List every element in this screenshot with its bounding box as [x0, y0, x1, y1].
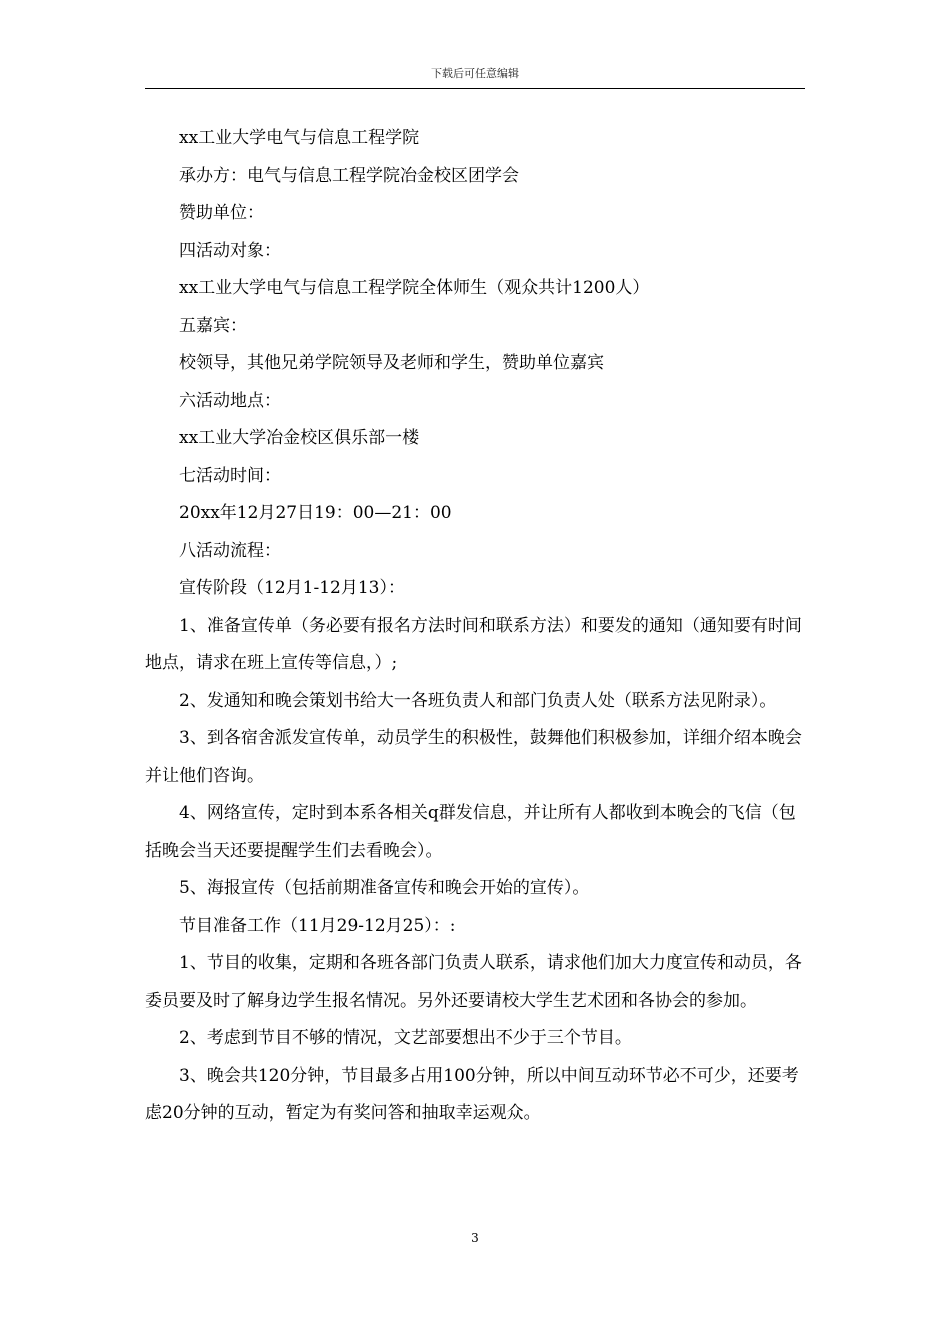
- paragraph: 4、网络宣传，定时到本系各相关q群发信息，并让所有人都收到本晚会的飞信（包括晚会当天还要提醒学生们去看晚会）。: [145, 803, 796, 861]
- paragraph: 七活动时间：: [179, 465, 281, 486]
- paragraph: 2、考虑到节目不够的情况，文艺部要想出不少于三个节目。: [179, 1028, 632, 1048]
- paragraph: 赞助单位：: [179, 203, 264, 223]
- paragraph: xx工业大学冶金校区俱乐部一楼: [179, 428, 420, 448]
- paragraph: xx工业大学电气与信息工程学院全体师生（观众共计1200人）: [179, 278, 650, 298]
- paragraph: 1、节目的收集，定期和各班各部门负责人联系，请求他们加大力度宣传和动员，各委员要及时了解身边学生报名情况。另外还要请校大学生艺术团和各协会的参加。: [145, 953, 802, 1011]
- paragraph: 20xx年12月27日19：00—21：00: [179, 503, 452, 523]
- page-header: 下载后可任意编辑: [431, 67, 519, 80]
- paragraph: 5、海报宣传（包括前期准备宣传和晚会开始的宣传）。: [179, 878, 590, 898]
- document-body: [145, 120, 805, 1133]
- paragraph: 3、到各宿舍派发宣传单，动员学生的积极性，鼓舞他们积极参加，详细介绍本晚会并让他们咨询。: [145, 728, 802, 786]
- page-number: 3: [471, 1231, 479, 1245]
- paragraph: 宣传阶段（12月1-12月13）：: [179, 578, 405, 598]
- paragraph: 五嘉宾：: [179, 315, 247, 336]
- paragraph: 2、发通知和晚会策划书给大一各班负责人和部门负责人处（联系方法见附录）。: [179, 690, 777, 711]
- paragraph: 六活动地点：: [179, 390, 281, 411]
- paragraph: 八活动流程：: [179, 540, 281, 561]
- paragraph: 四活动对象：: [179, 240, 281, 261]
- paragraph: 1、准备宣传单（务必要有报名方法时间和联系方法）和要发的通知（通知要有时间地点，请求在班上宣传等信息，）;: [145, 615, 802, 673]
- paragraph: 3、晚会共120分钟，节目最多占用100分钟，所以中间互动环节必不可少，还要考虑20分钟的互动，暂定为有奖问答和抽取幸运观众。: [145, 1065, 799, 1123]
- paragraph: xx工业大学电气与信息工程学院: [179, 128, 420, 148]
- paragraph: 承办方：电气与信息工程学院冶金校区团学会: [179, 165, 519, 186]
- paragraph: 节目准备工作（11月29-12月25）：:: [179, 915, 456, 936]
- paragraph: 校领导，其他兄弟学院领导及老师和学生，赞助单位嘉宾: [179, 353, 604, 373]
- header-divider: [145, 88, 805, 89]
